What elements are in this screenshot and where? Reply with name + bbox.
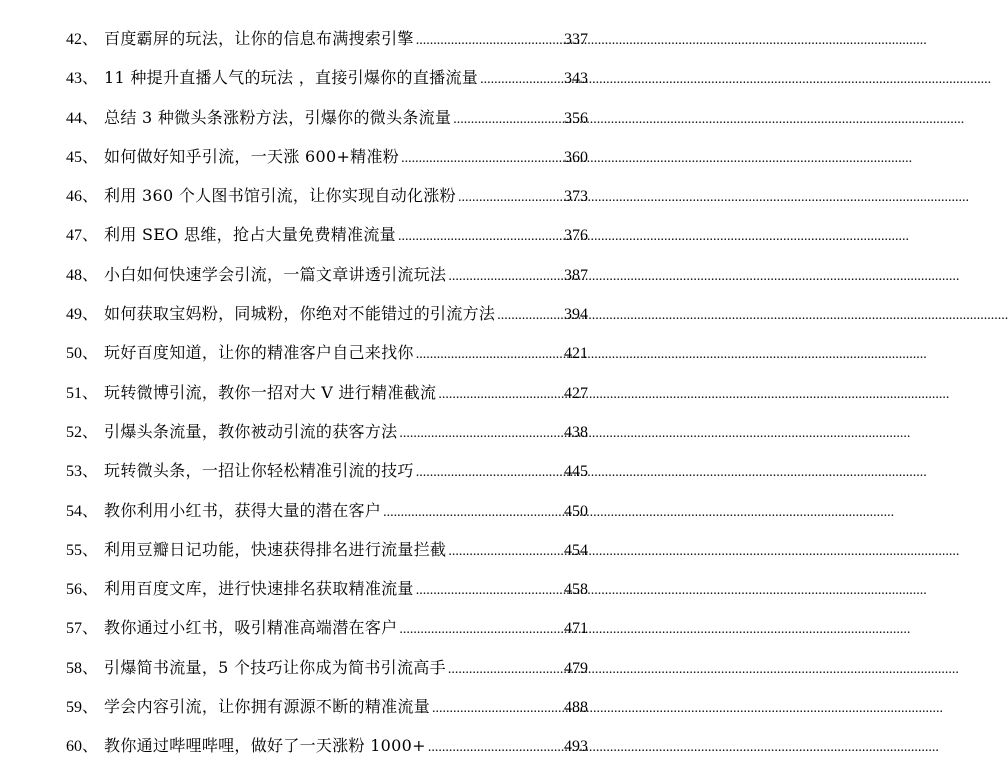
- toc-entry[interactable]: [66, 264, 588, 303]
- dot-leader: [448, 264, 562, 288]
- entry-number: 53: [66, 463, 82, 481]
- entry-title: 利用百度文库，进行快速排名获取精准流量: [104, 579, 414, 599]
- entry-number: 58: [66, 659, 82, 677]
- entry-number: 51: [66, 384, 82, 402]
- entry-title: 利用豆瓣日记功能，快速获得排名进行流量拦截: [104, 539, 447, 559]
- entry-separator: 、: [82, 264, 99, 284]
- dot-leader: [398, 224, 562, 248]
- entry-number: 57: [66, 620, 82, 638]
- entry-separator: 、: [82, 304, 99, 324]
- entry-number: 56: [66, 581, 82, 599]
- toc-entry[interactable]: [66, 578, 588, 617]
- entry-separator: 、: [82, 146, 99, 166]
- entry-page-number: 438: [564, 423, 588, 441]
- entry-page-number: 356: [564, 109, 588, 127]
- entry-separator: 、: [82, 29, 99, 48]
- dot-leader: [432, 696, 562, 720]
- entry-number: 55: [66, 541, 82, 559]
- entry-page-number: 493: [564, 738, 588, 756]
- entry-page-number: 488: [564, 699, 588, 717]
- toc-entry[interactable]: [66, 735, 588, 774]
- entry-page-number: 394: [564, 306, 588, 324]
- entry-separator: 、: [82, 461, 99, 481]
- dot-leader: [448, 657, 562, 681]
- entry-title: 学会内容引流，让你拥有源源不断的精准流量: [104, 697, 431, 717]
- toc-entry[interactable]: [66, 146, 588, 185]
- dot-leader: [416, 28, 562, 52]
- entry-title: 小白如何快速学会引流，一篇文章讲透引流玩法: [104, 264, 447, 284]
- entry-number: 52: [66, 423, 82, 441]
- toc-entry[interactable]: [66, 500, 588, 539]
- dot-leader: [416, 342, 562, 366]
- entry-title: 总结 3 种微头条涨粉方法，引爆你的微头条流量: [104, 107, 452, 127]
- entry-number: 49: [66, 306, 82, 324]
- toc-entry[interactable]: [66, 342, 588, 381]
- entry-title: 11 种提升直播人气的玩法 ，直接引爆你的直播流量: [104, 68, 479, 88]
- entry-title: 玩转微头条，一招让你轻松精准引流的技巧: [104, 461, 414, 481]
- dot-leader: [497, 303, 562, 327]
- entry-title: 引爆简书流量，5 个技巧让你成为简书引流高手: [104, 657, 446, 677]
- dot-leader: [383, 500, 562, 524]
- entry-title: 百度霸屏的玩法，让你的信息布满搜索引擎: [104, 29, 414, 48]
- toc-entry[interactable]: [66, 421, 588, 460]
- dot-leader: [399, 421, 562, 445]
- entry-title: 教你利用小红书，获得大量的潜在客户: [104, 500, 382, 520]
- entry-number: 60: [66, 738, 82, 756]
- entry-page-number: 343: [564, 70, 588, 88]
- entry-page-number: 445: [564, 463, 588, 481]
- dot-leader: [399, 617, 562, 641]
- dot-leader: [453, 107, 562, 131]
- entry-page-number: 421: [564, 345, 588, 363]
- entry-page-number: 360: [564, 148, 588, 166]
- entry-number: 44: [66, 109, 82, 127]
- dot-leader: [480, 67, 562, 91]
- entry-title: 玩转微博引流，教你一招对大 V 进行精准截流: [104, 382, 437, 402]
- entry-title: 教你通过小红书，吸引精准高端潜在客户: [104, 618, 398, 638]
- entry-title: 引爆头条流量，教你被动引流的获客方法: [104, 421, 398, 441]
- entry-separator: 、: [82, 697, 99, 717]
- entry-page-number: 373: [564, 188, 588, 206]
- entry-separator: 、: [82, 343, 99, 363]
- entry-page-number: 454: [564, 541, 588, 559]
- toc-entry[interactable]: [66, 460, 588, 499]
- entry-separator: 、: [82, 579, 99, 599]
- toc-entry[interactable]: [66, 382, 588, 421]
- entry-separator: 、: [82, 539, 99, 559]
- entry-number: 42: [66, 31, 82, 48]
- entry-title: 如何获取宝妈粉，同城粉，你绝对不能错过的引流方法: [104, 304, 496, 324]
- dot-leader: [458, 185, 562, 209]
- entry-title: 利用 360 个人图书馆引流，让你实现自动化涨粉: [104, 186, 456, 206]
- toc-entry[interactable]: [66, 67, 588, 106]
- dot-leader: [416, 460, 562, 484]
- entry-separator: 、: [82, 186, 99, 206]
- entry-separator: 、: [82, 657, 99, 677]
- toc-entry[interactable]: [66, 107, 588, 146]
- entry-number: 46: [66, 188, 82, 206]
- entry-page-number: 479: [564, 659, 588, 677]
- dot-leader: [428, 735, 562, 759]
- entry-separator: 、: [82, 107, 99, 127]
- entry-page-number: 387: [564, 266, 588, 284]
- entry-title: 教你通过哔哩哔哩，做好了一天涨粉 1000+: [104, 736, 426, 756]
- entry-number: 43: [66, 70, 82, 88]
- entry-separator: 、: [82, 736, 99, 756]
- entry-page-number: 376: [564, 227, 588, 245]
- entry-number: 45: [66, 148, 82, 166]
- entry-page-number: 471: [564, 620, 588, 638]
- dot-leader: [438, 382, 562, 406]
- entry-separator: 、: [82, 421, 99, 441]
- entry-title: 利用 SEO 思维，抢占大量免费精准流量: [104, 225, 396, 245]
- entry-title: 玩好百度知道，让你的精准客户自己来找你: [104, 343, 414, 363]
- entry-page-number: 427: [564, 384, 588, 402]
- entry-separator: 、: [82, 382, 99, 402]
- entry-number: 47: [66, 227, 82, 245]
- dot-leader: [416, 578, 562, 602]
- toc-entry[interactable]: [66, 696, 588, 735]
- entry-page-number: 450: [564, 502, 588, 520]
- table-of-contents: [66, 28, 588, 775]
- entry-separator: 、: [82, 225, 99, 245]
- entry-separator: 、: [82, 500, 99, 520]
- entry-title: 如何做好知乎引流，一天涨 600+精准粉: [104, 146, 400, 166]
- entry-page-number: 458: [564, 581, 588, 599]
- dot-leader: [401, 146, 562, 170]
- entry-number: 50: [66, 345, 82, 363]
- toc-entry[interactable]: [66, 657, 588, 696]
- entry-number: 48: [66, 266, 82, 284]
- toc-entry[interactable]: [66, 617, 588, 656]
- dot-leader: [448, 539, 562, 563]
- entry-number: 54: [66, 502, 82, 520]
- toc-entry[interactable]: [66, 303, 588, 342]
- entry-separator: 、: [82, 68, 99, 88]
- entry-number: 59: [66, 699, 82, 717]
- toc-entry[interactable]: [66, 28, 588, 67]
- entry-separator: 、: [82, 618, 99, 638]
- toc-entry[interactable]: [66, 185, 588, 224]
- entry-page-number: 337: [564, 31, 588, 48]
- toc-entry[interactable]: [66, 539, 588, 578]
- toc-entry[interactable]: [66, 224, 588, 263]
